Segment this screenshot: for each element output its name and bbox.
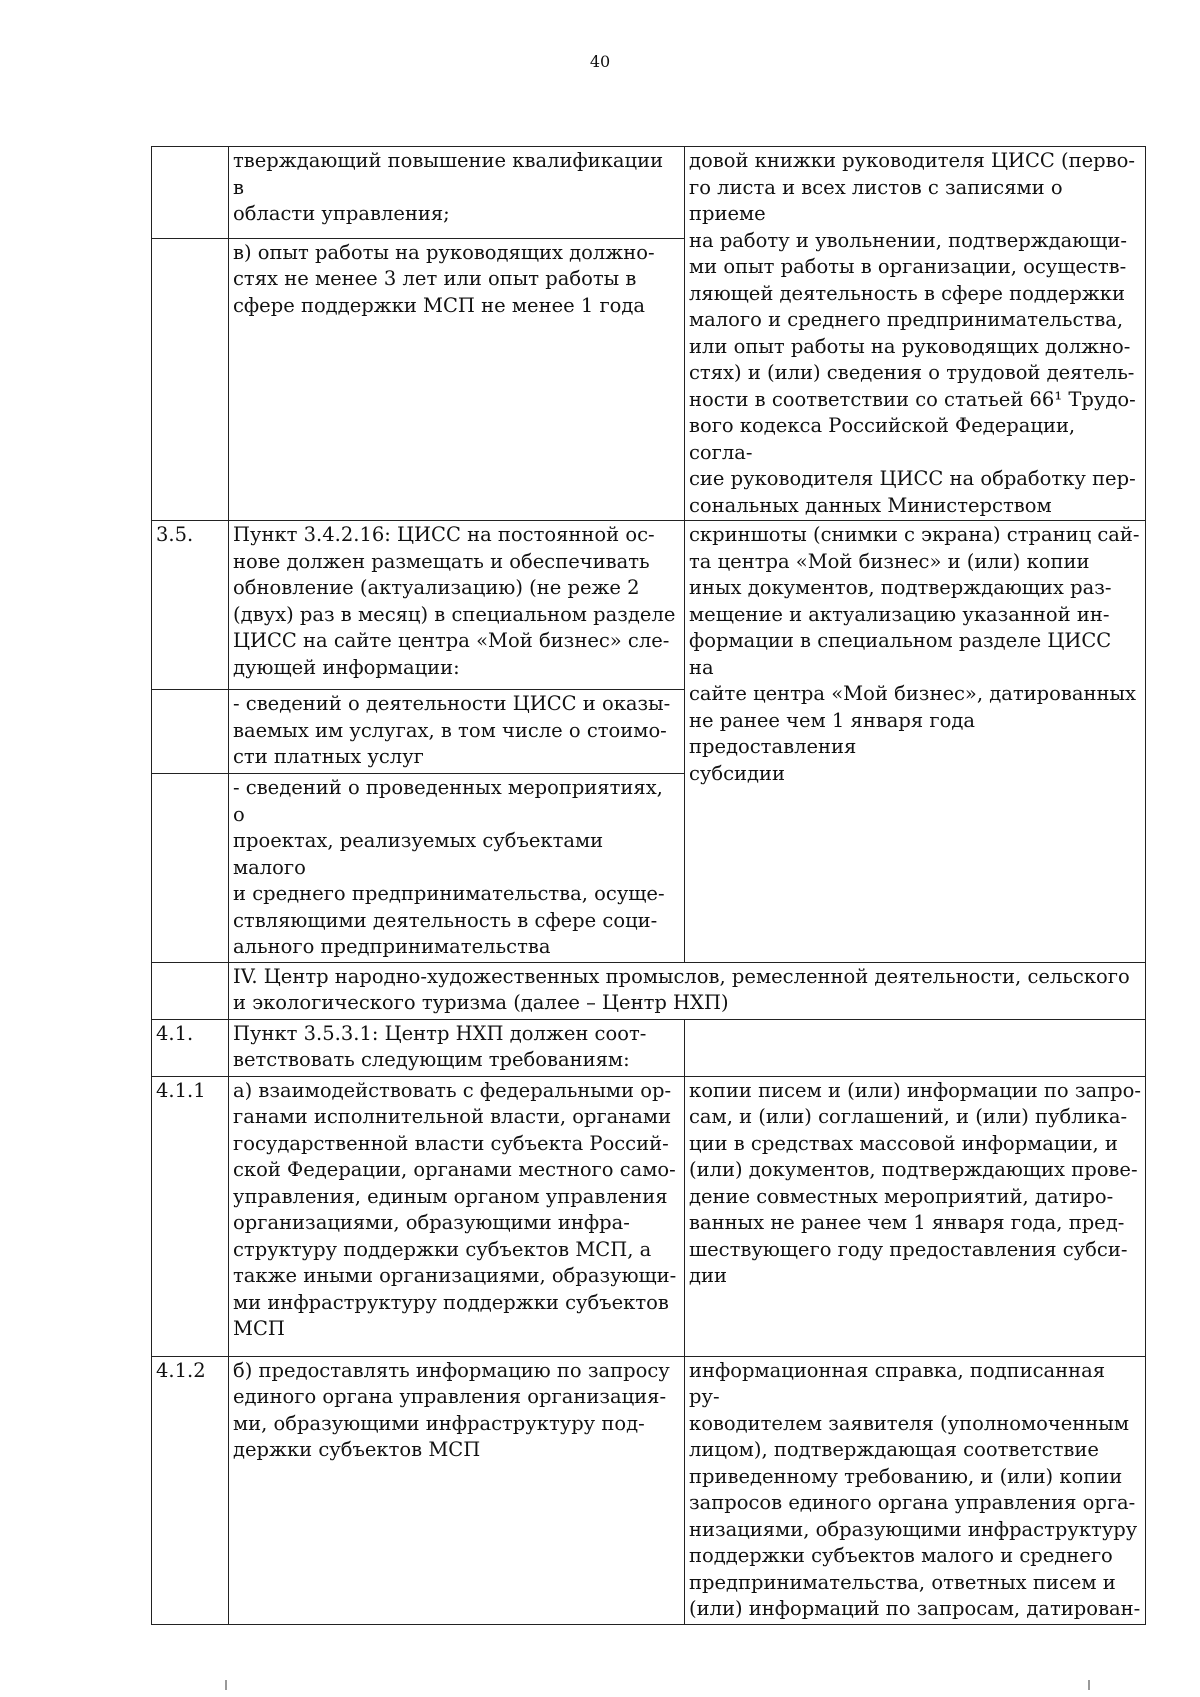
evidence-cell: информационная справка, подписанная ру- ководителем заявителя (уполномоченным лицом), подтверждающая соответствие приведенному требованию, и (или) копии запросов единого органа управления орга- низациями, образующими инфраструктуру поддержки субъектов малого и среднего предпринимательства, ответных писем и (или) информаций по запросам, датирован- — [685, 1356, 1146, 1624]
table-row — [152, 147, 1146, 239]
section-row — [152, 962, 1146, 1019]
evidence-cell — [685, 1019, 1146, 1076]
row-number-cell — [152, 962, 229, 1019]
scan-mark-right — [1088, 1680, 1090, 1690]
requirement-cell: - сведений о проведенных мероприятиях, о проектах, реализуемых субъектами малого и среднего предпринимательства, осуще- ствляющими деятельность в сфере соци- ального предпринимательства — [229, 774, 685, 963]
table-row — [152, 1019, 1146, 1076]
table-row — [152, 1356, 1146, 1624]
requirement-cell: а) взаимодействовать с федеральными ор- ганами исполнительной власти, органами государственной власти субъекта Россий- ской Федерации, органами местного само- управления, единым органом управления организациями, образующими инфра- структуру поддержки субъектов МСП, а также иными организациями, образующи- ми инфраструктуру поддержки субъектов МСП — [229, 1076, 685, 1356]
row-number-cell: 4.1. — [152, 1019, 229, 1076]
requirement-cell: в) опыт работы на руководящих должно- стях не менее 3 лет или опыт работы в сфере поддержки МСП не менее 1 года — [229, 238, 685, 520]
requirement-cell: - сведений о деятельности ЦИСС и оказы- ваемых им услугах, в том числе о стоимо- сти платных услуг — [229, 690, 685, 774]
row-number-cell — [152, 238, 229, 520]
section-heading: IV. Центр народно-художественных промыслов, ремесленной деятельности, сельского и экологического туризма (далее – Центр НХП) — [229, 962, 1146, 1019]
evidence-cell: копии писем и (или) информации по запро- сам, и (или) соглашений, и (или) публика- ции в средствах массовой информации, и (или) документов, подтверждающих прове- дение совместных мероприятий, датиро- ванных не ранее чем 1 января года, пред- шествующего году предоставления субси- дии — [685, 1076, 1146, 1356]
row-number-cell: 4.1.1 — [152, 1076, 229, 1356]
row-number-cell — [152, 690, 229, 774]
requirement-cell: Пункт 3.4.2.16: ЦИСС на постоянной ос- нове должен размещать и обеспечивать обновление (актуализацию) (не реже 2 (двух) раз в месяц) в специальном разделе ЦИСС на сайте центра «Мой бизнес» сле- дующей информации: — [229, 521, 685, 690]
requirement-cell: тверждающий повышение квалификации в области управления; — [229, 147, 685, 239]
scan-mark-left — [225, 1680, 227, 1690]
table-row — [152, 521, 1146, 690]
row-number-cell — [152, 147, 229, 239]
evidence-cell: довой книжки руководителя ЦИСС (перво- го листа и всех листов с записями о приеме на работу и увольнении, подтверждающи- ми опыт работы в организации, осуществ- ляющей деятельность в сфере поддержки малого и среднего предпринимательства, или опыт работы на руководящих должно- стях) и (или) сведения о трудовой деятель- ности в соответствии со статьей 66¹ Трудо- вого кодекса Российской Федерации, согла- сие руководителя ЦИСС на обработку пер- сональных данных Министерством — [685, 147, 1146, 521]
page-number: 40 — [589, 52, 611, 71]
table-row — [152, 1076, 1146, 1356]
requirement-cell: б) предоставлять информацию по запросу единого органа управления организация- ми, образующими инфраструктуру под- держки субъектов МСП — [229, 1356, 685, 1624]
row-number-cell: 3.5. — [152, 521, 229, 690]
requirement-cell: Пункт 3.5.3.1: Центр НХП должен соот- ветствовать следующим требованиям: — [229, 1019, 685, 1076]
row-number-cell: 4.1.2 — [152, 1356, 229, 1624]
row-number-cell — [152, 774, 229, 963]
evidence-cell: скриншоты (снимки с экрана) страниц сай- та центра «Мой бизнес» и (или) копии иных документов, подтверждающих раз- мещение и актуализацию указанной ин- формации в специальном разделе ЦИСС на сайте центра «Мой бизнес», датированных не ранее чем 1 января года предоставления субсидии — [685, 521, 1146, 963]
requirements-table — [151, 146, 1146, 1625]
